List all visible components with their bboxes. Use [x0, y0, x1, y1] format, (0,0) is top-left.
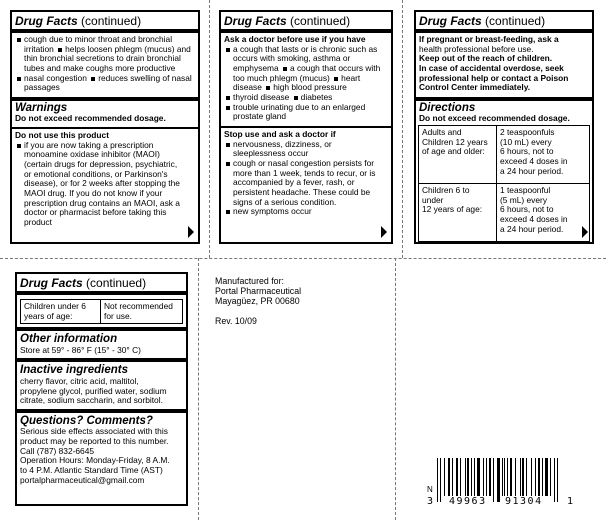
continue-arrow-icon: [381, 226, 387, 238]
barcode-bar: [520, 458, 521, 496]
drug-facts-panel-1: [10, 10, 200, 244]
barcode-bar: [515, 458, 516, 496]
barcode-bar: [493, 458, 494, 502]
barcode-bar: [452, 458, 453, 496]
table-row: Children under 6 years of age: Not recommended for use.: [21, 300, 183, 324]
directions-subtitle: Do not exceed recommended dosage.: [419, 113, 570, 124]
uses-list: cough due to minor throat and bronchial irritation helps loosen phlegm (mucus) and thin bronchial secretions to drain bronchial tubes and make coughs more productive nasal congestion reduces swelling of nasal passages: [12, 33, 198, 95]
barcode-bar: [444, 458, 445, 496]
pregnancy-warning: If pregnant or breast-feeding, ask a health professional before use. Keep out of the reach of children. In case of accidental overdose, seek professional help or contact a Poison Control Center immediately.: [419, 34, 569, 93]
ask-doctor-section: Ask a doctor before use if you have a cough that lasts or is chronic such as occurs with smoking, asthma or emphysema a cough that occurs with too much phlegm (mucus) heart disease high blood pressure thyroid disease diabetes trouble urinating due to an enlarged prostate gland: [221, 33, 391, 124]
barcode-bar: [440, 458, 441, 502]
warnings-title: Warnings: [15, 101, 68, 114]
barcode-bar: [489, 458, 491, 496]
barcode-bar: [437, 458, 438, 502]
panel-header: Drug Facts (continued): [15, 14, 142, 28]
barcode-bar: [460, 458, 461, 496]
barcode-bar: [545, 458, 548, 496]
barcode-bar: [456, 458, 458, 496]
questions-title: Questions? Comments?: [20, 414, 153, 427]
drug-facts-panel-2: [219, 10, 393, 244]
barcode-bar: [483, 458, 484, 496]
barcode: N 3 49963 91304 1: [427, 458, 583, 514]
contact-email: portalpharmaceutical@gmail.com: [20, 474, 145, 485]
barcode-bar: [531, 458, 532, 496]
barcode-bar: [471, 458, 472, 496]
manufacturer-block: Manufactured for: Portal Pharmaceutical Mayagüez, PR 00680 Rev. 10/09: [215, 276, 302, 327]
barcode-bar: [542, 458, 543, 496]
inactive-ingredients-title: Inactive ingredients: [20, 364, 129, 377]
barcode-bar: [497, 458, 500, 502]
fold-line: [402, 0, 403, 258]
barcode-bar: [467, 458, 469, 496]
storage-text: Store at 59° - 86° F (15° - 30° C): [20, 344, 141, 355]
table-row: Children 6 to under 12 years of age: 1 teaspoonful (5 mL) every 6 hours, not to exceed 4 doses in a 24 hour period.: [419, 184, 590, 242]
warnings-subtitle: Do not exceed recommended dosage.: [15, 113, 166, 124]
barcode-bar: [507, 458, 508, 496]
barcode-side-letter: N: [427, 485, 433, 494]
directions-title: Directions: [419, 101, 476, 114]
fold-line: [209, 0, 210, 258]
barcode-bar: [448, 458, 450, 496]
other-information-title: Other information: [20, 333, 118, 346]
barcode-bar: [526, 458, 527, 496]
drug-facts-panel-4: Drug Facts (continued) Children under 6 years of age: Not recommended for use. Other information Store at 59° - 86° F (15° - 30° C) Inactive ingredients cherry flavor, citric acid, maltitol, propylene glycol, purified water, sodium citrate, sodium saccharin, and sorbitol. Questions? Comments? Serious side effects associated with this product may be reported to this number. Call (787) 832-6645 Operation Hours: Monday-Friday, 8 A.M. to 4 P.M. Atlantic Standard Time (AST) portalpharmaceutical@gmail.com: [15, 272, 188, 506]
revision-text: Rev. 10/09: [215, 316, 257, 327]
barcode-bar: [522, 458, 524, 496]
barcode-bar: [477, 458, 480, 496]
barcode-bar: [510, 458, 512, 496]
barcode-bar: [535, 458, 536, 496]
directions-table: [20, 299, 183, 324]
table-row: Adults and Children 12 years of age and older: 2 teaspoonfuls (10 mL) every 6 hours, not to exceed 4 doses in a 24 hour period.: [419, 126, 590, 184]
barcode-bar: [486, 458, 487, 496]
drug-facts-panel-3: [414, 10, 594, 244]
barcode-bar: [474, 458, 475, 496]
barcode-bar: [538, 458, 540, 496]
continue-arrow-icon: [188, 226, 194, 238]
barcode-bar: [465, 458, 466, 496]
stop-use-section: Stop use and ask a doctor if nervousness, dizziness, or sleeplessness occur cough or nasal congestion persists for more than 1 week, tends to recur, or is accompanied by a fever, rash, or persistent headache. These could be signs of a serious condition. new symptoms occur: [221, 128, 391, 219]
fold-line: [0, 258, 606, 259]
barcode-bar: [504, 458, 505, 496]
panel-header: Drug Facts (continued): [20, 276, 147, 290]
fold-line: [198, 258, 199, 520]
barcode-bar: [502, 458, 503, 496]
fold-line: [395, 258, 396, 520]
continue-arrow-icon: [582, 226, 588, 238]
barcode-bar: [550, 458, 551, 496]
barcode-bars: [437, 458, 581, 496]
barcode-bar: [557, 458, 558, 502]
panel-header: Drug Facts (continued): [224, 14, 351, 28]
panel-header: Drug Facts (continued): [419, 14, 546, 28]
do-not-use-section: Do not use this product if you are now taking a prescription monoamine oxidase inhibitor (MAOI) (certain drugs for depression, psychiatric, or emotional conditions, or Parkinson's disease), or for 2 weeks after stopping the MAOI drug. If you do not know if your prescription drug contains an MAOI, ask a doctor or pharmacist before taking this product: [12, 129, 198, 230]
barcode-bar: [554, 458, 555, 502]
directions-table: [418, 125, 590, 242]
